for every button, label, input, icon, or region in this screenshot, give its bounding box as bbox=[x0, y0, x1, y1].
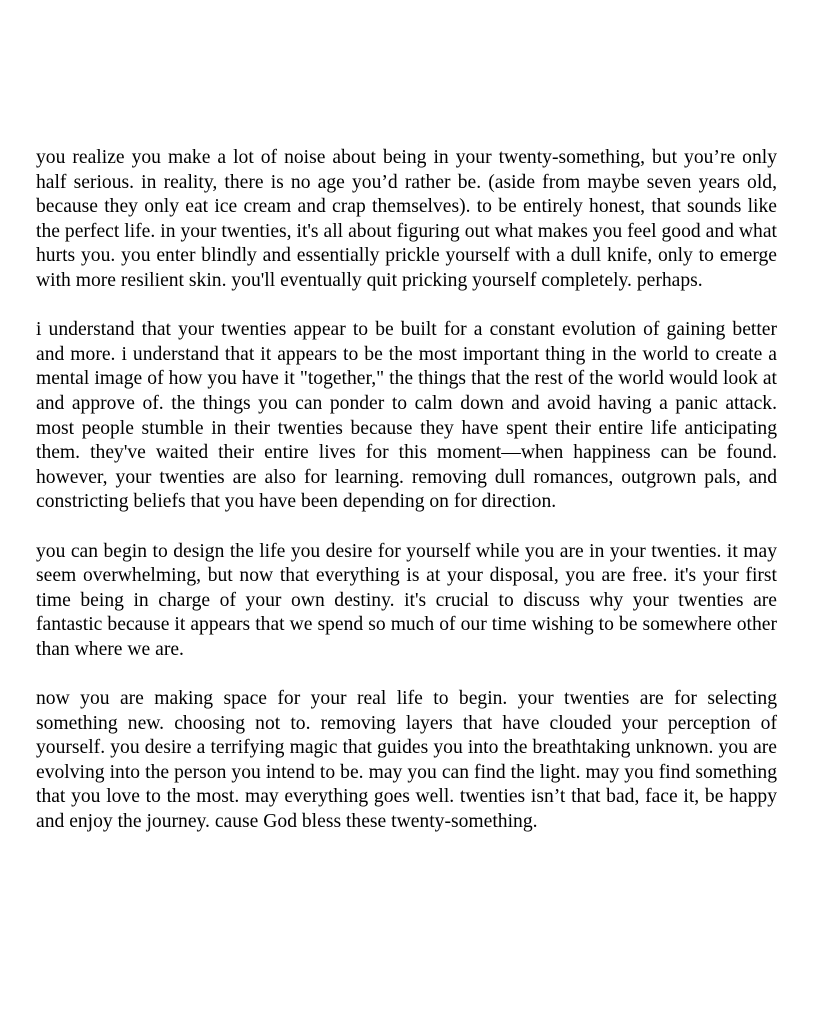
paragraph-2: i understand that your twenties appear to be built for a constant evolution of gaining better and more. i understand that it appears to be the most important thing in the world to create a mental image of how you have it "together," the things that the rest of the world would look at and approve of. the things you can ponder to calm down and avoid having a panic attack. most people stumble in their twenties because they have spent their entire life anticipating them. they've waited their entire lives for this moment—when happiness can be found. however, your twenties are also for learning. removing dull romances, outgrown pals, and constricting beliefs that you have been depending on for direction. bbox=[36, 319, 777, 513]
paragraph-1: you realize you make a lot of noise about being in your twenty-something, but you’re only half serious. in reality, there is no age you’d rather be. (aside from maybe seven years old, because they only eat ice cream and crap themselves). to be entirely honest, that sounds like the perfect life. in your twenties, it's all about figuring out what makes you feel good and what hurts you. you enter blindly and essentially prickle yourself with a dull knife, only to emerge with more resilient skin. you'll eventually quit pricking yourself completely. perhaps. bbox=[36, 147, 777, 291]
document-body bbox=[36, 146, 777, 859]
paragraph-4: now you are making space for your real life to begin. your twenties are for selecting something new. choosing not to. removing layers that have clouded your perception of yourself. you desire a terrifying magic that guides you into the breathtaking unknown. you are evolving into the person you intend to be. may you can find the light. may you find something that you love to the most. may everything goes well. twenties isn’t that bad, face it, be happy and enjoy the journey. cause God bless these twenty-something. bbox=[36, 688, 777, 833]
paragraph-3: you can begin to design the life you desire for yourself while you are in your twenties. it may seem overwhelming, but now that everything is at your disposal, you are free. it's your first time being in charge of your own destiny. it's crucial to discuss why your twenties are fantastic because it appears that we spend so much of our time wishing to be somewhere other than where we are. bbox=[36, 540, 777, 660]
